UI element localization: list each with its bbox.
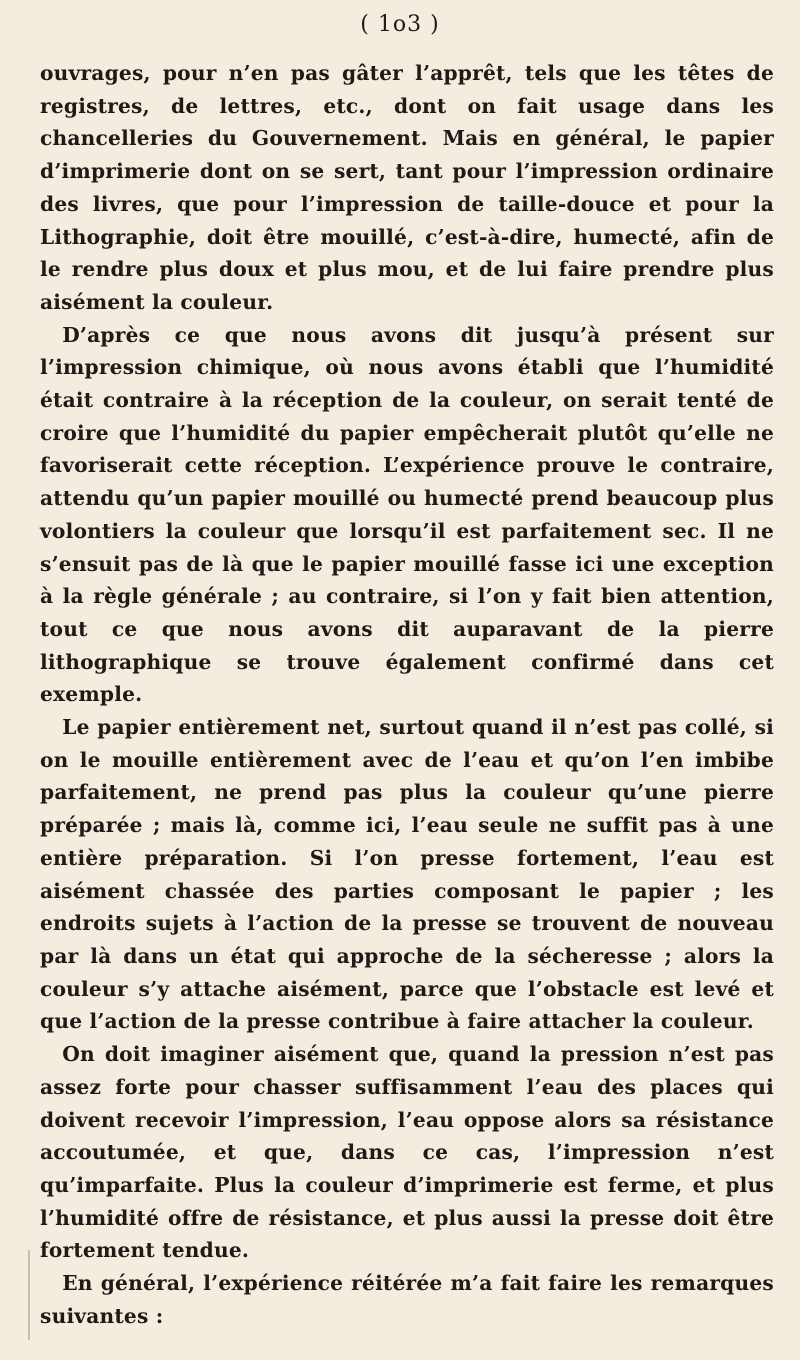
- paragraph: ouvrages, pour n’en pas gâter l’apprêt, tels que les têtes de registres, de lettres, etc., dont on fait usage dans les chancelleries du Gouvernement. Mais en général, le papier d’imprimerie dont on se sert, tant pour l’impression ordinaire des livres, que pour l’impression de taille-douce et pour la Lithographie, doit être mouillé, c’est-à-dire, humecté, afin de le rendre plus doux et plus mou, et de lui faire prendre plus aisément la couleur.: [40, 61, 774, 314]
- paragraph: Le papier entièrement net, surtout quand il n’est pas collé, si on le mouille entièrement avec de l’eau et qu’on l’en imbibe parfaitement, ne prend pas plus la couleur qu’une pierre préparée ; mais là, comme ici, l’eau seule ne suffit pas à une entière préparation. Si l’on presse fortement, l’eau est aisément chassée des parties composant le papier ; les endroits sujets à l’action de la presse se trouvent de nouveau par là dans un état qui approche de la sécheresse ; alors la couleur s’y attache aisément, parce que l’obstacle est levé et que l’action de la presse contribue à faire attacher la couleur.: [40, 715, 774, 1034]
- paragraph: On doit imaginer aisément que, quand la pression n’est pas assez forte pour chasser suffisamment l’eau des places qui doivent recevoir l’impression, l’eau oppose alors sa résistance accoutumée, et que, dans ce cas, l’impression n’est qu’imparfaite. Plus la couleur d’imprimerie est ferme, et plus l’humidité offre de résistance, et plus aussi la presse doit être fortement tendue.: [40, 1042, 774, 1263]
- body-text: [40, 57, 774, 1332]
- paragraph: D’après ce que nous avons dit jusqu’à présent sur l’impression chimique, où nous avons établi que l’humidité était contraire à la réception de la couleur, on serait tenté de croire que l’humidité du papier empêcherait plutôt qu’elle ne favoriserait cette réception. L’expérience prouve le contraire, attendu qu’un papier mouillé ou humecté prend beaucoup plus volontiers la couleur que lorsqu’il est parfaitement sec. Il ne s’ensuit pas de là que le papier mouillé fasse ici une exception à la règle générale ; au contraire, si l’on y fait bien attention, tout ce que nous avons dit auparavant de la pierre lithographique se trouve également confirmé dans cet exemple.: [40, 322, 774, 707]
- paragraph: En général, l’expérience réitérée m’a fait faire les remarques suivantes :: [40, 1271, 774, 1328]
- paper-edge-mark: [28, 1250, 30, 1340]
- page-number: ( 1o3 ): [360, 12, 440, 37]
